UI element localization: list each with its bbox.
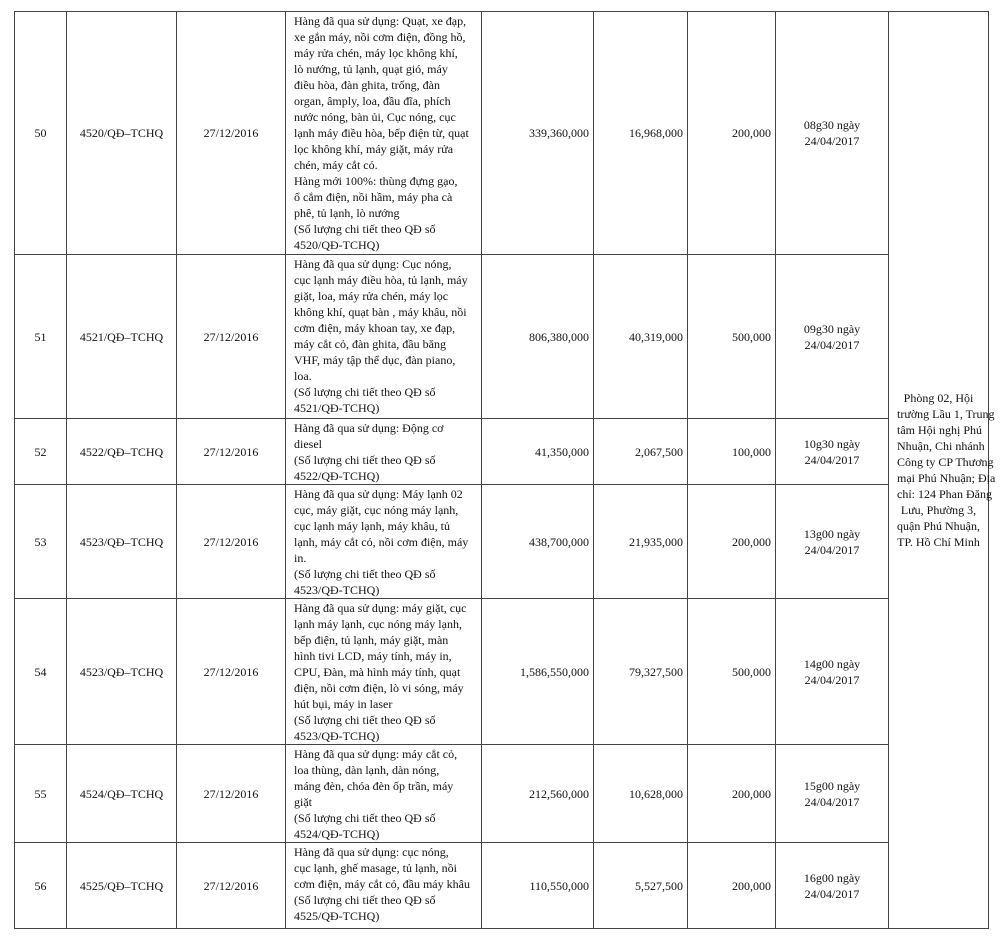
description-line: (Số lượng chi tiết theo QĐ số [294, 385, 436, 399]
description-line: 4524/QĐ-TCHQ) [294, 827, 380, 841]
location-line: mại Phú Nhuận; Địa [897, 471, 996, 485]
description-line: lò nướng, tủ lạnh, quạt gió, máy [294, 62, 448, 76]
description-line: (Số lượng chi tiết theo QĐ số [294, 567, 436, 581]
description-line: Hàng mới 100%: thùng đựng gạo, [294, 174, 458, 188]
decision-date: 27/12/2016 [177, 485, 286, 599]
auction-location [889, 12, 996, 929]
row-number: 51 [15, 255, 67, 419]
starting-price: 110,550,000 [482, 843, 594, 929]
table-row [15, 745, 989, 843]
location-line: tâm Hội nghị Phú [897, 423, 983, 437]
decision-number: 4523/QĐ–TCHQ [67, 599, 177, 745]
description-line: 4523/QĐ-TCHQ) [294, 583, 380, 597]
description-line: Hàng đã qua sử dụng: Cục nóng, [294, 257, 452, 271]
auction-time-line: 24/04/2017 [804, 452, 860, 467]
description-line: lọc không khí, máy giặt, máy rửa [294, 142, 454, 156]
description-line: không khí, quạt bàn , máy khâu, nồi [294, 305, 467, 319]
description-line: giặt, loa, máy rửa chén, máy lọc [294, 289, 449, 303]
auction-time-line: 24/04/2017 [804, 542, 860, 557]
decision-date: 27/12/2016 [177, 419, 286, 485]
auction-time [776, 419, 889, 485]
row-number: 54 [15, 599, 67, 745]
decision-number: 4523/QĐ–TCHQ [67, 485, 177, 599]
description-line: CPU, Đàn, mà hình máy tính, quạt [294, 665, 461, 679]
starting-price: 806,380,000 [482, 255, 594, 419]
description-line: loa. [294, 369, 312, 383]
starting-price: 339,360,000 [482, 12, 594, 255]
row-number: 50 [15, 12, 67, 255]
goods-description [286, 843, 482, 929]
table-row [15, 419, 989, 485]
decision-date: 27/12/2016 [177, 255, 286, 419]
goods-description [286, 12, 482, 255]
auction-time-line: 24/04/2017 [804, 886, 860, 901]
description-line: Hàng đã qua sử dụng: Động cơ [294, 421, 444, 435]
registration-fee: 200,000 [688, 745, 776, 843]
goods-description [286, 745, 482, 843]
auction-time [776, 843, 889, 929]
description-line: organ, âmply, loa, đầu đĩa, phích [294, 94, 451, 108]
description-line: cơm điện, máy cắt cỏ, đầu máy khâu [294, 877, 470, 891]
description-line: ổ cắm điện, nồi hầm, máy pha cà [294, 190, 453, 204]
description-line: (Số lượng chi tiết theo QĐ số [294, 713, 436, 727]
description-line: VHF, máy tập thể dục, đàn piano, [294, 353, 456, 367]
description-line: xe gắn máy, nồi cơm điện, đồng hồ, [294, 30, 466, 44]
location-line: Nhuận, Chi nhánh [897, 439, 985, 453]
description-line: loa thùng, dàn lạnh, dàn nóng, [294, 763, 440, 777]
deposit-amount: 21,935,000 [594, 485, 688, 599]
location-line: TP. Hồ Chí Minh [897, 535, 980, 549]
table-row [15, 255, 989, 419]
description-line: điện, nồi cơm điện, lò vi sóng, máy [294, 681, 464, 695]
description-line: Hàng đã qua sử dụng: Quạt, xe đạp, [294, 14, 467, 28]
description-line: diesel [294, 437, 322, 451]
auction-time-line: 08g30 ngày [803, 118, 861, 132]
registration-fee: 500,000 [688, 255, 776, 419]
description-line: máng đèn, chóa đèn ốp trần, máy [294, 779, 454, 793]
description-line: hình tivi LCD, máy tính, máy in, [294, 649, 452, 663]
starting-price: 41,350,000 [482, 419, 594, 485]
description-line: 4525/QĐ-TCHQ) [294, 909, 380, 923]
description-line: chén, máy cắt cỏ. [294, 158, 378, 172]
decision-date: 27/12/2016 [177, 745, 286, 843]
description-line: giặt [294, 795, 312, 809]
goods-description [286, 599, 482, 745]
registration-fee: 100,000 [688, 419, 776, 485]
description-line: cục lạnh, ghế masage, tủ lạnh, nồi [294, 861, 457, 875]
deposit-amount: 40,319,000 [594, 255, 688, 419]
auction-time-line: 16g00 ngày [803, 870, 861, 885]
decision-number: 4525/QĐ–TCHQ [67, 843, 177, 929]
auction-table [14, 11, 996, 929]
auction-time-line: 09g30 ngày [803, 321, 861, 336]
decision-date: 27/12/2016 [177, 599, 286, 745]
description-line: (Số lượng chi tiết theo QĐ số [294, 222, 436, 236]
location-line: Phòng 02, Hội [903, 391, 974, 405]
auction-time-line: 14g00 ngày [803, 656, 861, 671]
deposit-amount: 16,968,000 [594, 12, 688, 255]
auction-time-line: 10g30 ngày [803, 436, 861, 451]
auction-time [776, 745, 889, 843]
description-line: lạnh máy lạnh, cục nóng máy lạnh, [294, 617, 462, 631]
decision-date: 27/12/2016 [177, 12, 286, 255]
registration-fee: 500,000 [688, 599, 776, 745]
registration-fee: 200,000 [688, 843, 776, 929]
description-line: (Số lượng chi tiết theo QĐ số [294, 811, 436, 825]
table-body [15, 12, 996, 929]
table-row [15, 12, 989, 255]
auction-time [776, 255, 889, 419]
description-line: 4523/QĐ-TCHQ) [294, 729, 380, 743]
location-line: chỉ: 124 Phan Đăng [897, 487, 992, 501]
auction-time-line: 24/04/2017 [804, 337, 860, 352]
description-line: lạnh máy điều hòa, bếp điện từ, quạt [294, 126, 469, 140]
description-line: (Số lượng chi tiết theo QĐ số [294, 893, 436, 907]
deposit-amount: 10,628,000 [594, 745, 688, 843]
description-line: phê, tủ lạnh, lò nướng [294, 206, 400, 220]
goods-description [286, 419, 482, 485]
starting-price: 438,700,000 [482, 485, 594, 599]
description-line: hút bụi, máy in laser [294, 697, 393, 711]
auction-time [776, 485, 889, 599]
auction-time-line: 24/04/2017 [804, 794, 860, 809]
registration-fee: 200,000 [688, 485, 776, 599]
description-line: cục lạnh máy lạnh, máy khâu, tủ [294, 519, 450, 533]
deposit-amount: 5,527,500 [594, 843, 688, 929]
decision-date: 27/12/2016 [177, 843, 286, 929]
description-line: 4522/QĐ-TCHQ) [294, 469, 380, 483]
description-line: cục, máy giặt, cục nóng máy lạnh, [294, 503, 459, 517]
decision-number: 4522/QĐ–TCHQ [67, 419, 177, 485]
location-line: Công ty CP Thương [897, 455, 994, 469]
description-line: 4521/QĐ-TCHQ) [294, 401, 380, 415]
description-line: Hàng đã qua sử dụng: Máy lạnh 02 [294, 487, 463, 501]
description-line: cơm điện, máy khoan tay, xe đạp, [294, 321, 456, 335]
description-line: 4520/QĐ-TCHQ) [294, 238, 380, 252]
row-number: 53 [15, 485, 67, 599]
description-line: bếp điện, tủ lạnh, máy giặt, màn [294, 633, 449, 647]
goods-description [286, 255, 482, 419]
description-line: máy rửa chén, máy lọc không khí, [294, 46, 458, 60]
description-line: điều hòa, đàn ghita, trống, đàn [294, 78, 440, 92]
table-row [15, 485, 989, 599]
starting-price: 1,586,550,000 [482, 599, 594, 745]
description-line: Hàng đã qua sử dụng: máy giặt, cục [294, 601, 467, 615]
auction-time-line: 24/04/2017 [804, 134, 860, 148]
description-line: in. [294, 551, 307, 565]
row-number: 55 [15, 745, 67, 843]
description-line: Hàng đã qua sử dụng: máy cắt cỏ, [294, 747, 458, 761]
auction-time-line: 13g00 ngày [803, 526, 861, 541]
decision-number: 4520/QĐ–TCHQ [67, 12, 177, 255]
decision-number: 4521/QĐ–TCHQ [67, 255, 177, 419]
decision-number: 4524/QĐ–TCHQ [67, 745, 177, 843]
location-line: Lưu, Phường 3, [900, 503, 977, 517]
description-line: lạnh, máy cắt cỏ, nồi cơm điện, máy [294, 535, 469, 549]
deposit-amount: 79,327,500 [594, 599, 688, 745]
auction-time-line: 24/04/2017 [804, 672, 860, 687]
starting-price: 212,560,000 [482, 745, 594, 843]
row-number: 56 [15, 843, 67, 929]
auction-time [776, 12, 889, 255]
description-line: máy cắt cỏ, đàn ghita, đầu băng [294, 337, 446, 351]
row-number: 52 [15, 419, 67, 485]
description-line: cục lạnh máy điều hòa, tủ lạnh, máy [294, 273, 468, 287]
goods-description [286, 485, 482, 599]
description-line: (Số lượng chi tiết theo QĐ số [294, 453, 436, 467]
auction-time [776, 599, 889, 745]
auction-time-line: 15g00 ngày [803, 778, 861, 793]
deposit-amount: 2,067,500 [594, 419, 688, 485]
description-line: Hàng đã qua sử dụng: cục nóng, [294, 845, 449, 859]
location-line: quận Phú Nhuận, [897, 519, 980, 533]
table-row [15, 843, 989, 929]
description-line: nước nóng, bàn ủi, Cục nóng, cục [294, 110, 456, 124]
location-line: trường Lầu 1, Trung [897, 407, 995, 421]
table-row [15, 599, 989, 745]
registration-fee: 200,000 [688, 12, 776, 255]
